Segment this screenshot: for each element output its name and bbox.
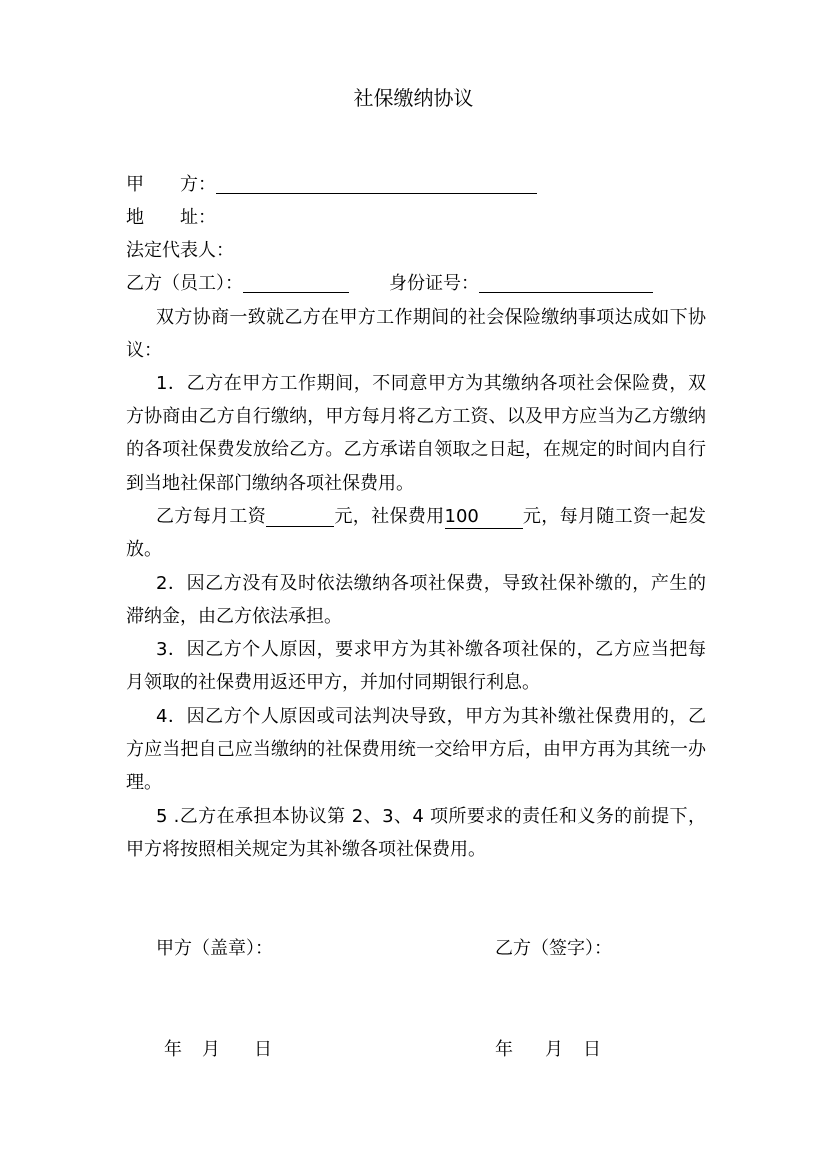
address-label: 地 址：	[126, 207, 216, 228]
salary-paragraph	[126, 500, 706, 566]
clause-3: 3．因乙方个人原因，要求甲方为其补缴各项社保的，乙方应当把每月领取的社保费用返还甲方，并加付同期银行利息。	[126, 639, 706, 694]
party-a-row	[126, 168, 537, 201]
party-a-date	[164, 1035, 272, 1065]
clause-4: 4．因乙方个人原因或司法判决导致，甲方为其补缴社保费用的，乙方应当把自己应当缴纳的社保费用统一交给甲方后，由甲方再为其统一办理。	[126, 706, 706, 794]
address-row	[126, 201, 216, 234]
party-a-year: 年	[164, 1039, 182, 1060]
social-fee-value[interactable]: 100	[445, 506, 523, 529]
party-a-label: 甲 方：	[126, 174, 216, 195]
id-number-blank[interactable]	[479, 269, 653, 293]
intro-paragraph: 双方协商一致就乙方在甲方工作期间的社会保险缴纳事项达成如下协议：	[126, 307, 706, 362]
party-a-seal-label: 甲方（盖章）：	[156, 938, 273, 959]
party-b-sign-label: 乙方（签字）：	[495, 938, 612, 959]
party-b-date	[495, 1035, 601, 1065]
clause-1: 1．乙方在甲方工作期间，不同意甲方为其缴纳各项社会保险费，双方协商由乙方自行缴纳，甲方每月将乙方工资、以及甲方应当为乙方缴纳的各项社保费发放给乙方。乙方承诺自领取之日起，在规定的时间内自行到当地社保部门缴纳各项社保费用。	[126, 373, 706, 494]
clause-5: 5 .乙方在承担本协议第 2、3、4 项所要求的责任和义务的前提下，甲方将按照相关规定为其补缴各项社保费用。	[126, 806, 706, 861]
party-a-month: 月	[202, 1039, 220, 1060]
salary-blank[interactable]	[266, 504, 334, 527]
party-a-day: 日	[254, 1039, 272, 1060]
party-a-blank[interactable]	[216, 170, 537, 194]
id-number-label: 身份证号：	[389, 273, 479, 294]
clause-2: 2．因乙方没有及时依法缴纳各项社保费，导致社保补缴的，产生的滞纳金，由乙方依法承担。	[126, 573, 706, 628]
party-b-month: 月	[545, 1039, 563, 1060]
party-b-label: 乙方（员工）：	[126, 273, 243, 294]
salary-suffix: 元，每月随工资一起发放。	[126, 506, 707, 561]
party-b-blank[interactable]	[243, 269, 349, 293]
legal-rep-label: 法定代表人：	[126, 240, 234, 261]
party-b-year: 年	[495, 1039, 513, 1060]
party-b-day: 日	[583, 1039, 601, 1060]
legal-rep-row	[126, 234, 234, 267]
salary-prefix: 乙方每月工资	[156, 506, 267, 527]
party-b-row	[126, 267, 653, 300]
document-title: 社保缴纳协议	[353, 86, 474, 110]
salary-mid: 元，社保费用	[334, 506, 445, 527]
